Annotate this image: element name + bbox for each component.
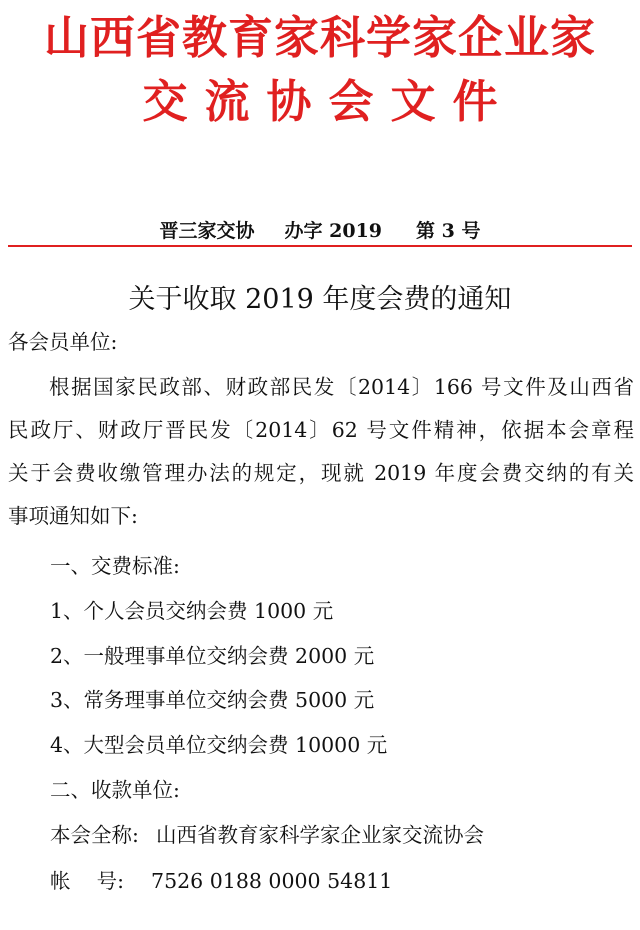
salutation: 各会员单位:	[8, 330, 118, 354]
fee-item-2: 2、一般理事单位交纳会费 2000 元	[50, 644, 375, 668]
payee-name-label: 本会全称:	[50, 823, 139, 847]
account-label: 帐 号:	[50, 869, 124, 893]
section1-heading: 一、交费标准:	[50, 554, 180, 578]
doc-number-prefix: 晋三家交协	[159, 220, 255, 242]
document-number	[0, 219, 640, 243]
payee-name-value: 山西省教育家科学家企业家交流协会	[155, 823, 484, 847]
body-paragraph-line-2: 民政厅、财政厅晋民发〔2014〕62 号文件精神，依据本会章程	[8, 418, 634, 442]
doc-number-office: 办字 2019	[284, 220, 383, 242]
payee-name-row	[50, 822, 484, 848]
notice-title: 关于收取 2019 年度会费的通知	[128, 284, 512, 315]
fee-item-1: 1、个人会员交纳会费 1000 元	[50, 599, 334, 623]
account-row	[50, 868, 392, 894]
header-red-rule	[8, 245, 632, 247]
section2-heading: 二、收款单位:	[50, 778, 180, 802]
doc-number-sequence: 第 3 号	[416, 220, 481, 242]
org-name-line2: 交流协会文件	[142, 75, 515, 128]
body-paragraph-line-3: 关于会费收缴管理办法的规定，现就 2019 年度会费交纳的有关	[8, 461, 634, 485]
body-paragraph-line-4: 事项通知如下:	[8, 504, 138, 528]
org-name-line1: 山西省教育家科学家企业家	[43, 11, 596, 64]
fee-item-3: 3、常务理事单位交纳会费 5000 元	[50, 688, 375, 712]
account-number: 7526 0188 0000 54811	[151, 869, 393, 893]
body-paragraph-line-1: 根据国家民政部、财政部民发〔2014〕166 号文件及山西省	[49, 375, 634, 399]
fee-item-4: 4、大型会员单位交纳会费 10000 元	[50, 733, 388, 757]
